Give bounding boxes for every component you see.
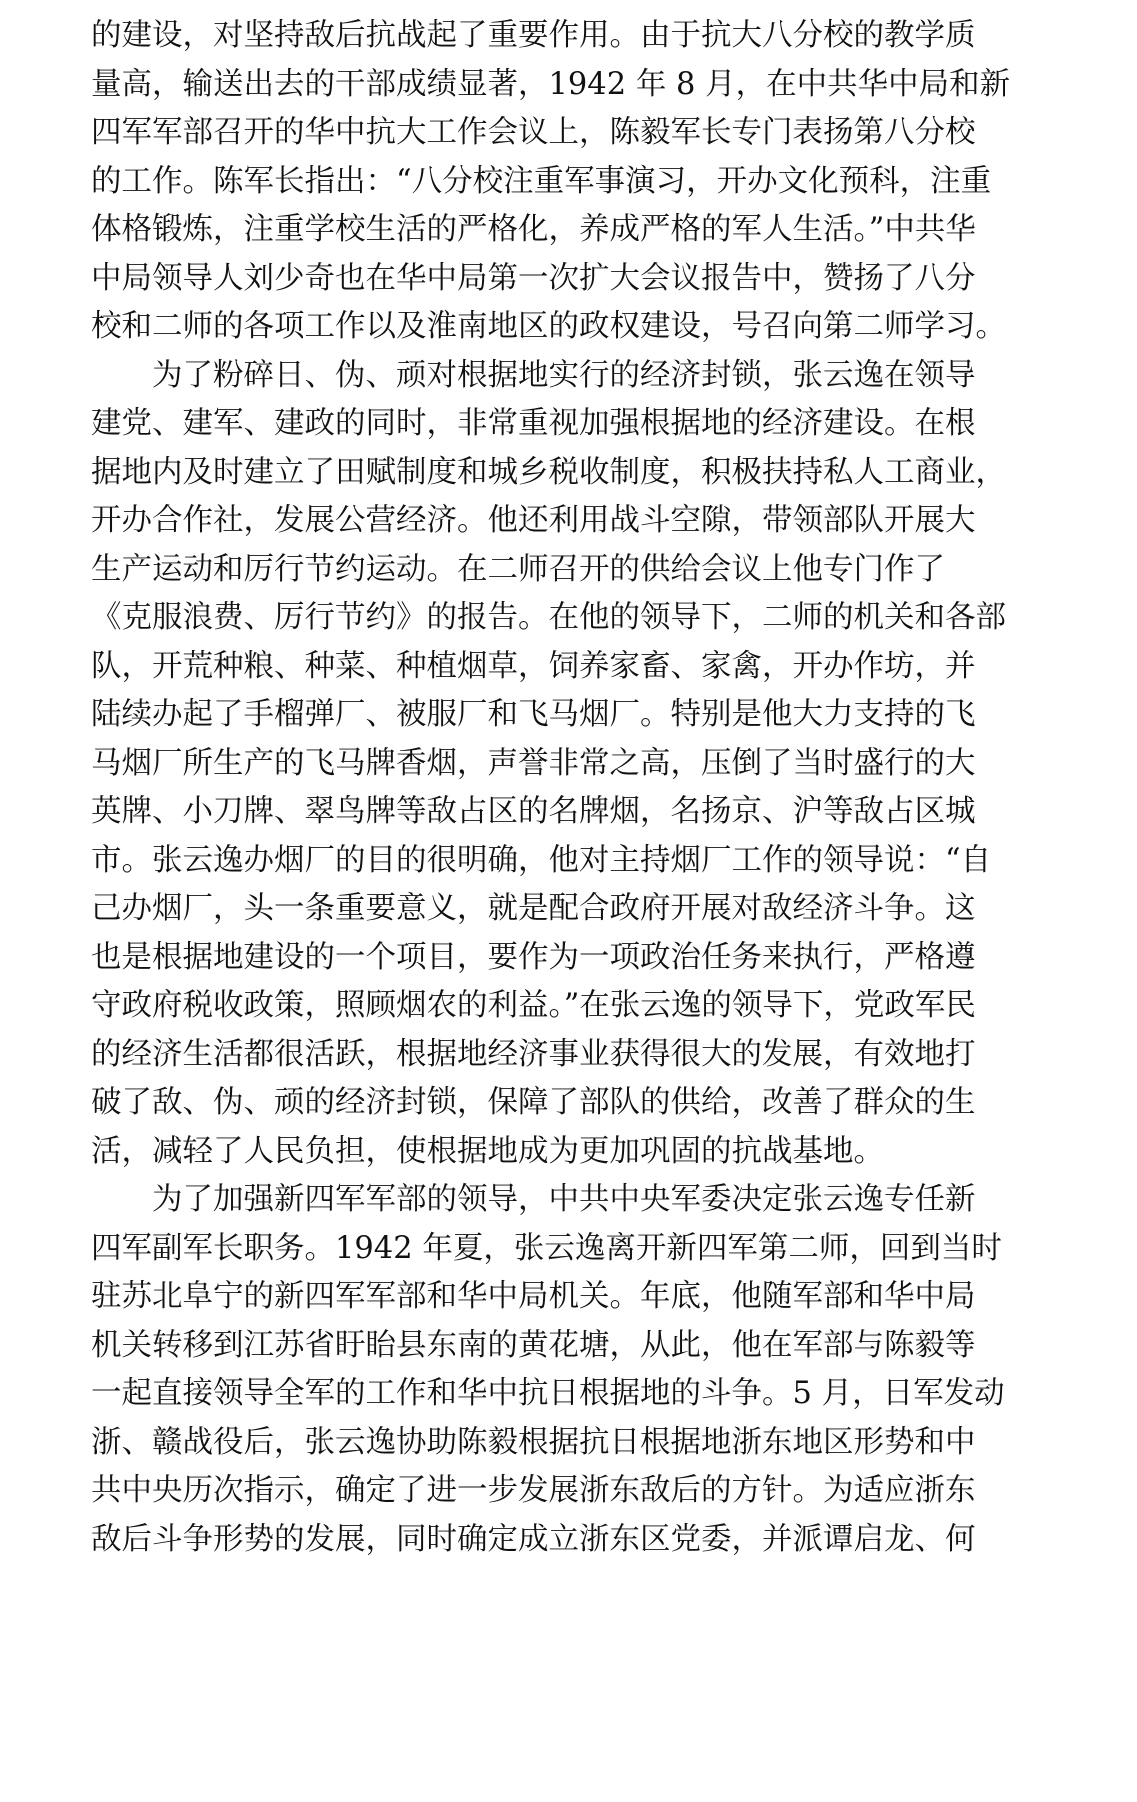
text-line: 守政府税收政策，照顾烟农的利益。”在张云逸的领导下，党政军民 [91, 988, 976, 1023]
text-line: 的建设，对坚持敌后抗战起了重要作用。由于抗大八分校的教学质 [91, 18, 976, 53]
text-line: 的工作。陈军长指出：“八分校注重军事演习，开办文化预科，注重 [91, 163, 992, 199]
text-line: 建党、建军、建政的同时，非常重视加强根据地的经济建设。在根 [91, 406, 976, 441]
text-line: 据地内及时建立了田赋制度和城乡税收制度，积极扶持私人工商业， [91, 454, 1006, 490]
text-line: 队，开荒种粮、种菜、种植烟草，饲养家畜、家禽，开办作坊，并 [91, 648, 976, 684]
text-line: 市。张云逸办烟厂的目的很明确，他对主持烟厂工作的领导说：“自 [91, 842, 992, 878]
text-line: 校和二师的各项工作以及淮南地区的政权建设，号召向第二师学习。 [91, 309, 1006, 344]
text-line: 英牌、小刀牌、翠鸟牌等敌占区的名牌烟，名扬京、沪等敌占区城 [91, 794, 976, 829]
text-line: 共中央历次指示，确定了进一步发展浙东敌后的方针。为适应浙东 [91, 1473, 976, 1508]
text-line: 驻苏北阜宁的新四军军部和华中局机关。年底，他随军部和华中局 [91, 1279, 976, 1314]
text-line: 一起直接领导全军的工作和华中抗日根据地的斗争。5 月，日军发动 [91, 1376, 1005, 1411]
text-line: 量高，输送出去的干部成绩显著，1942 年 8 月，在中共华中局和新 [91, 66, 1011, 102]
text-line: 敌后斗争形势的发展，同时确定成立浙东区党委，并派谭启龙、何 [91, 1521, 976, 1557]
text-line: 中局领导人刘少奇也在华中局第一次扩大会议报告中，赞扬了八分 [91, 260, 976, 296]
text-line: 的经济生活都很活跃，根据地经济事业获得很大的发展，有效地打 [91, 1036, 976, 1072]
text-line: 四军军部召开的华中抗大工作会议上，陈毅军长专门表扬第八分校 [91, 115, 976, 150]
text-line: 己办烟厂，头一条重要意义，就是配合政府开展对敌经济斗争。这 [91, 891, 976, 926]
text-line: 机关转移到江苏省盱眙县东南的黄花塘，从此，他在军部与陈毅等 [91, 1327, 976, 1363]
text-line: 破了敌、伪、顽的经济封锁，保障了部队的供给，改善了群众的生 [91, 1085, 976, 1120]
text-line: 马烟厂所生产的飞马牌香烟，声誉非常之高，压倒了当时盛行的大 [91, 745, 976, 781]
paragraph-start-line: 为了粉碎日、伪、顽对根据地实行的经济封锁，张云逸在领导 [152, 357, 976, 393]
text-line: 四军副军长职务。1942 年夏，张云逸离开新四军第二师，回到当时 [91, 1230, 1002, 1266]
text-line: 浙、赣战役后，张云逸协助陈毅根据抗日根据地浙东地区形势和中 [91, 1424, 976, 1460]
text-line: 生产运动和厉行节约运动。在二师召开的供给会议上他专门作了 [91, 551, 945, 587]
text-line: 体格锻炼，注重学校生活的严格化，养成严格的军人生活。”中共华 [91, 212, 976, 247]
text-line: 《克服浪费、厉行节约》的报告。在他的领导下，二师的机关和各部 [91, 600, 1006, 635]
body-text [91, 12, 1051, 1564]
text-line: 活，减轻了人民负担，使根据地成为更加巩固的抗战基地。 [91, 1133, 884, 1169]
text-line: 陆续办起了手榴弹厂、被服厂和飞马烟厂。特别是他大力支持的飞 [91, 697, 976, 732]
text-line: 开办合作社，发展公营经济。他还利用战斗空隙，带领部队开展大 [91, 503, 976, 538]
text-line: 也是根据地建设的一个项目，要作为一项政治任务来执行，严格遵 [91, 939, 976, 975]
paragraph-start-line: 为了加强新四军军部的领导，中共中央军委决定张云逸专任新 [152, 1182, 976, 1217]
